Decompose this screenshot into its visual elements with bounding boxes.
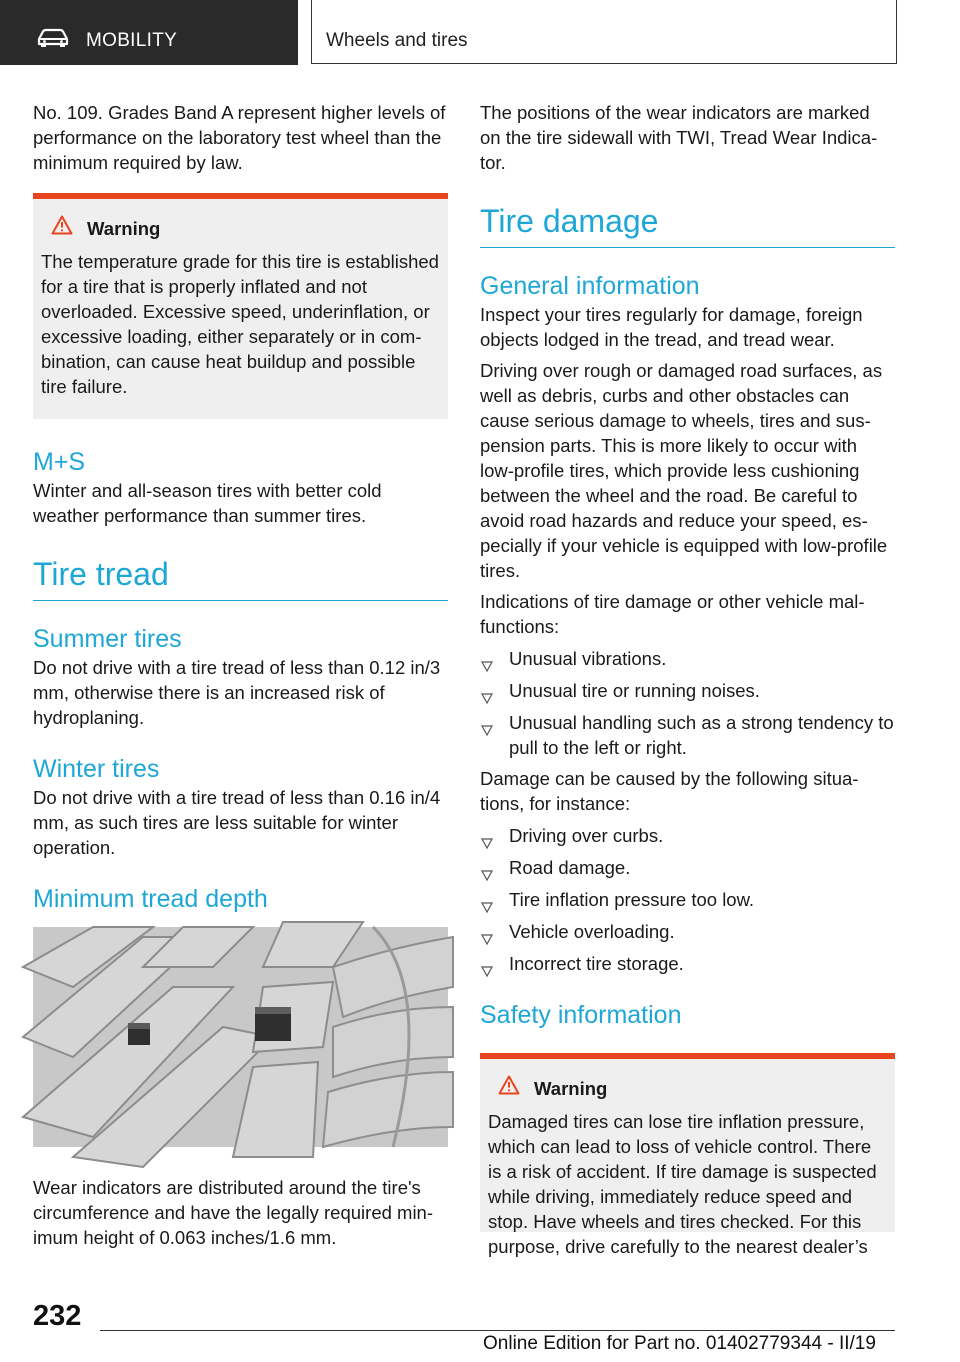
bullet-triangle-icon — [481, 685, 493, 710]
warning-triangle-icon — [41, 215, 87, 241]
twi-paragraph: The positions of the wear indicators are marked on the tire sidewall with TWI, Tread Wear Indicator. — [480, 102, 878, 173]
general-p2: Driving over rough or damaged road surfaces, as well as debris, curbs and other obstacles can cause serious damage to wheels, tires and suspension parts. This is more likely to occur with low-profile tires, which provide less cushioning between the wheel and the road. Be careful to avoid road hazards and reduce your speed, especially if your vehicle is equipped with low-profile tires. — [480, 360, 888, 581]
page-number: 232 — [33, 1300, 82, 1332]
safety-info-heading: Safety information — [480, 1001, 682, 1029]
bullet-triangle-icon — [481, 862, 493, 887]
tread-wear-indicator-figure — [33, 927, 448, 1147]
ms-text: Winter and all-season tires with better cold weather performance than summer tires. — [33, 480, 382, 526]
winter-heading: Winter tires — [33, 755, 160, 783]
left-column — [33, 100, 448, 1250]
tire-damage-heading: Tire damage — [480, 201, 895, 248]
bullet-triangle-icon — [481, 894, 493, 919]
min-tread-heading: Minimum tread depth — [33, 885, 268, 913]
winter-text: Do not drive with a tire tread of less than 0.16 in/4 mm, as such tires are less suitable for winter operation. — [33, 787, 441, 858]
intro-paragraph: No. 109. Grades Band A represent higher levels of performance on the laboratory test wheel than the minimum required by law. — [33, 102, 446, 173]
chapter-header — [311, 0, 897, 64]
list-item: Incorrect tire storage. — [480, 951, 895, 976]
list-item: Unusual handling such as a strong tendency to pull to the left or right. — [480, 710, 895, 760]
section-label: MOBILITY — [86, 30, 178, 51]
summer-heading: Summer tires — [33, 625, 182, 653]
general-info-heading: General information — [480, 272, 700, 300]
causes-intro: Damage can be caused by the following situations, for instance: — [480, 768, 859, 814]
header-section-tab — [0, 0, 298, 65]
figure-caption: Wear indicators are distributed around the tire's circumference and have the legally required minimum height of 0.063 inches/1.6 mm. — [33, 1177, 434, 1248]
bullet-triangle-icon — [481, 958, 493, 983]
list-item: Unusual vibrations. — [480, 646, 895, 671]
summer-text: Do not drive with a tire tread of less than 0.12 in/3 mm, otherwise there is an increased risk of hydroplaning. — [33, 657, 441, 728]
ms-heading: M+S — [33, 448, 86, 476]
list-item: Tire inflation pressure too low. — [480, 887, 895, 912]
car-icon — [36, 28, 70, 53]
general-p1: Inspect your tires regularly for damage, foreign objects lodged in the tread, and tread wear. — [480, 304, 863, 350]
footer-divider — [100, 1330, 895, 1331]
edition-text: Online Edition for Part no. 01402779344 - II/19 — [483, 1333, 876, 1354]
causes-list — [480, 823, 895, 976]
list-item: Unusual tire or running noises. — [480, 678, 895, 703]
warning-title: Warning — [87, 217, 161, 239]
warning-box — [33, 193, 448, 419]
indications-intro: Indications of tire damage or other vehicle malfunctions: — [480, 591, 865, 637]
bullet-triangle-icon — [481, 653, 493, 678]
warning-title: Warning — [534, 1077, 608, 1099]
bullet-triangle-icon — [481, 926, 493, 951]
list-item: Road damage. — [480, 855, 895, 880]
indications-list — [480, 646, 895, 760]
warning-box — [480, 1053, 895, 1257]
warning-text: The temperature grade for this tire is established for a tire that is properly inflated and not overloaded. Excessive speed, underinflation, or excessive loading, either separately or in combination, can cause heat buildup and possible tire failure. — [41, 251, 439, 397]
list-item: Vehicle overloading. — [480, 919, 895, 944]
bullet-triangle-icon — [481, 830, 493, 855]
right-column — [480, 100, 895, 1257]
chapter-title: Wheels and tires — [326, 30, 468, 51]
warning-text: Damaged tires can lose tire inflation pressure, which can lead to loss of vehicle control. There is a risk of accident. If tire damage is suspected while driving, immediately reduce speed and stop. Have wheels and tires checked. For this purpose, drive carefully to the nearest dealer’s — [488, 1111, 877, 1257]
tread-heading: Tire tread — [33, 554, 448, 601]
list-item: Driving over curbs. — [480, 823, 895, 848]
warning-triangle-icon — [488, 1075, 534, 1101]
bullet-triangle-icon — [481, 717, 493, 742]
